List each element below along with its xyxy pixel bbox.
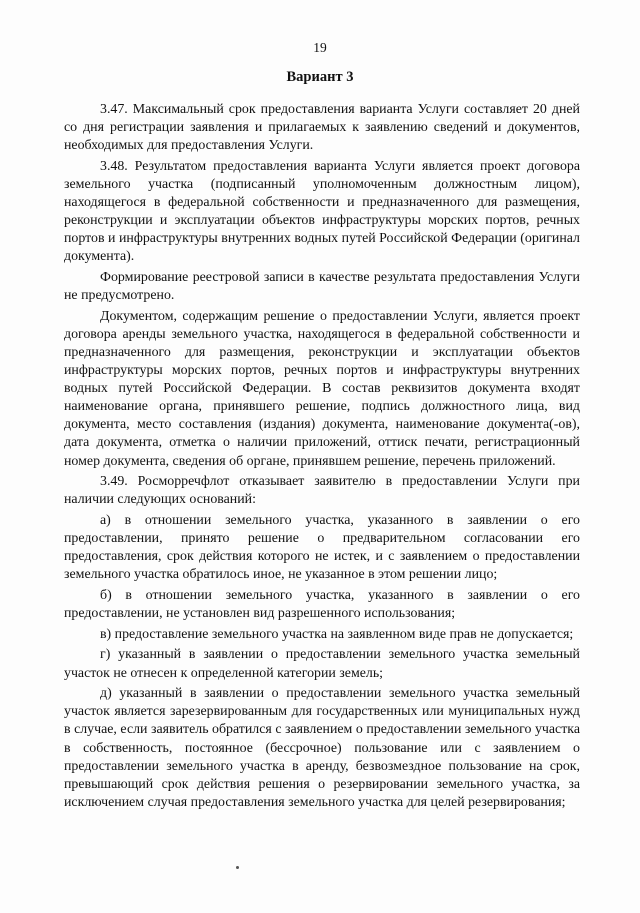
document-body bbox=[64, 101, 580, 815]
list-item-b: б) в отношении земельного участка, указанного в заявлении о его предоставлении, не установлен вид разрешенного использования; bbox=[64, 588, 580, 622]
paragraph-3-47: 3.47. Максимальный срок предоставления варианта Услуги составляет 20 дней со дня регистрации заявления и прилагаемых к заявлению сведений и документов, необходимых для предоставления Услуги. bbox=[64, 102, 580, 154]
scan-speck bbox=[236, 866, 239, 869]
section-heading: Вариант 3 bbox=[286, 69, 354, 85]
paragraph-3-48: 3.48. Результатом предоставления варианта Услуги является проект договора земельного участка (подписанный уполномоченным должностным лицом), находящегося в федеральной собственности и предназначенного для размещения, реконструкции и эксплуатации объектов инфраструктуры морских портов, речных портов и инфраструктуры внутренних водных путей Российской Федерации (оригинал документа). bbox=[64, 158, 580, 265]
list-item-g: г) указанный в заявлении о предоставлении земельного участка земельный участок не отнесен к определенной категории земель; bbox=[64, 647, 580, 681]
list-item-v: в) предоставление земельного участка на заявленном виде прав не допускается; bbox=[100, 626, 574, 642]
list-item-a: а) в отношении земельного участка, указанного в заявлении о его предоставлении, принято решение о предварительном согласовании его предоставления, срок действия которого не истек, и с заявлением о предоставлении земельного участка обратилось иное, не указанное в этом решении лицо; bbox=[64, 513, 580, 583]
paragraph-registry-record: Формирование реестровой записи в качестве результата предоставления Услуги не предусмотрено. bbox=[64, 270, 580, 304]
page-number: 19 bbox=[313, 40, 327, 55]
list-item-d: д) указанный в заявлении о предоставлении земельного участка земельный участок является зарезервированным для государственных или муниципальных нужд в случае, если заявитель обратился с заявлением о предоставлении земельного участка в собственность, постоянное (бессрочное) пользование или с заявлением о предоставлении земельного участка в аренду, безвозмездное пользование на срок, превышающий срок действия решения о резервировании земельного участка, за исключением случая предоставления земельного участка для целей резервирования; bbox=[64, 686, 580, 810]
paragraph-decision-document: Документом, содержащим решение о предоставлении Услуги, является проект договора аренды земельного участка, находящегося в федеральной собственности и предназначенного для размещения, реконструкции и эксплуатации объектов инфраструктуры морских портов, речных портов и инфраструктуры внутренних водных путей Российской Федерации. В состав реквизитов документа входят наименование органа, принявшего решение, подпись должностного лица, вид документа, место составления (издания) документа, наименование документа(-ов), дата документа, отметка о наличии приложений, оттиск печати, регистрационный номер документа, сведения об органе, принявшем решение, перечень приложений. bbox=[64, 308, 580, 469]
paragraph-3-49: 3.49. Росморречфлот отказывает заявителю в предоставлении Услуги при наличии следующих оснований: bbox=[64, 474, 580, 508]
